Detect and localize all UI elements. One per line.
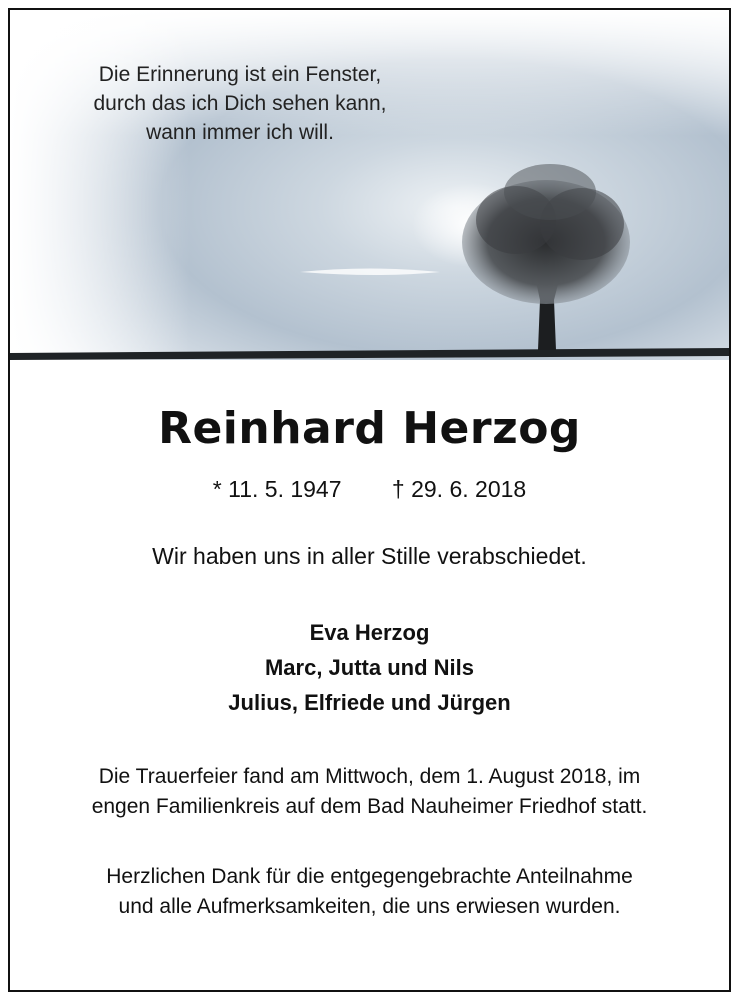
memorial-quote: [40, 60, 440, 147]
death-date: † 29. 6. 2018: [391, 476, 527, 502]
life-dates: [10, 476, 729, 503]
ceremony-info: [10, 762, 729, 822]
farewell-text: Wir haben uns in aller Stille verabschiedet.: [152, 543, 587, 569]
mourner-line: Eva Herzog: [309, 620, 430, 645]
thanks-line: Herzlichen Dank für die entgegengebrachte Anteilnahme: [106, 865, 633, 888]
obituary-notice: [8, 8, 731, 992]
quote-line: durch das ich Dich sehen kann,: [93, 92, 387, 115]
mourner-line: Julius, Elfriede und Jürgen: [228, 690, 511, 715]
ceremony-line: Die Trauerfeier fand am Mittwoch, dem 1. August 2018, im: [98, 765, 641, 788]
ceremony-line: engen Familienkreis auf dem Bad Nauheimer Friedhof statt.: [91, 795, 648, 818]
quote-line: Die Erinnerung ist ein Fenster,: [98, 63, 382, 86]
thanks-text: [10, 862, 729, 922]
mourners-list: [10, 615, 729, 720]
birth-date: * 11. 5. 1947: [212, 476, 342, 502]
thanks-line: und alle Aufmerksamkeiten, die uns erwiesen wurden.: [118, 895, 621, 918]
mourner-line: Marc, Jutta und Nils: [264, 655, 475, 680]
quote-line: wann immer ich will.: [146, 121, 334, 144]
deceased-name: Reinhard Herzog: [158, 403, 581, 454]
